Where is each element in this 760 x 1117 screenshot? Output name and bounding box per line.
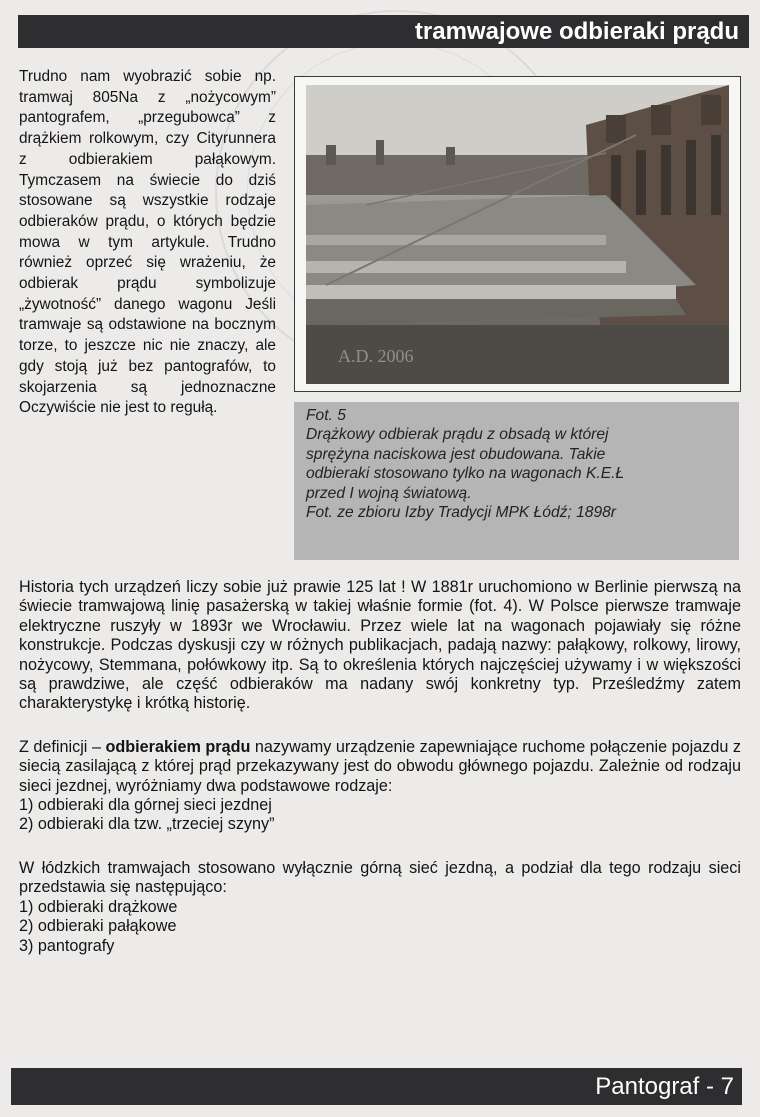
definition-text: nazywamy urządzenie zapewniające ruchome połączenie pojazdu z siecią zasilającą z której prąd przekazywany jest do obwodu głównego pojazdu. Zależnie od rodzaju sieci jezdnej, wyróżniamy dwa podstawowe rodzaje: [19,737,742,795]
footer-bar [11,1068,742,1105]
caption-line: Drążkowy odbierak prądu z obsadą w której [306,426,609,444]
caption-line: przed I wojną światową. [306,484,472,502]
photo-watermark-text: A.D. 2006 [338,346,414,366]
definition-term: odbierakiem prądu [105,737,251,756]
list-item: 2) odbieraki pałąkowe [19,917,177,936]
caption-line: Fot. ze zbioru Izby Tradycji MPK Łódź; 1898r [306,504,616,522]
photo-frame [294,76,741,392]
header-bar [18,15,749,48]
history-paragraph: Historia tych urządzeń liczy sobie już prawie 125 lat ! W 1881r uruchomiono w Berlinie pierwszą na świecie tramwajową linię pasażerską w takiej właśnie formie (fot. 4). W Polsce pierwsze tramwaje elektryczne ruszyły w 1893r we Wrocławiu. Przez wiele lat na wagonach pojawiały się różne konstrukcje. Podczas dyskusji czy w różnych publikacjach, padają nazwy: pałąkowy, rolkowy, lirowy, nożycowy, Stemmana, połówkowy itp. Są to określenia których najczęściej używamy i w większości są prawdziwe, ale część odbieraków ma nadany swój konkretny typ. Prześledźmy zatem charakterystykę i krótką historię. [19,578,741,713]
page-number: Pantograf - 7 [595,1073,734,1100]
list-item: 3) pantografy [19,936,115,955]
photo-caption [294,402,739,560]
list-item: 1) odbieraki dla górnej sieci jezdnej [19,796,272,815]
definition-paragraph [19,738,741,796]
caption-line: odbieraki stosowano tylko na wagonach K.E.Ł [306,465,625,483]
caption-line: Fot. 5 [306,407,346,424]
tram-photo [306,85,729,384]
division-paragraph: W łódzkich tramwajach stosowano wyłącznie górną sieć jezdną, a podział dla tego rodzaju sieci przedstawia się następująco: [19,858,741,897]
article-body [19,578,741,956]
list-item: 1) odbieraki drążkowe [19,897,178,916]
definition-intro: Z definicji – [19,737,106,756]
caption-line: sprężyna naciskowa jest obudowana. Takie [306,445,606,463]
intro-paragraph: Trudno nam wyobrazić sobie np. tramwaj 805Na z „nożycowym” pantografem, „przegubowca” z drążkiem rolkowym, czy Cityrunnera z odbierakiem pałąkowym. Tymczasem na świecie do dziś stosowane są wszystkie rodzaje odbieraków prądu, o których będzie mowa w tym artykule. Trudno również oprzeć się wrażeniu, że odbierak prądu symbolizuje „żywotność” danego wagonu Jeśli tramwaje są odstawione na bocznym torze, to jeszcze nic nie znaczy, ale gdy stoją już bez pantografów, to skojarzenia są jednoznaczne Oczywiście nie jest to regułą. [19,68,276,417]
page-title: tramwajowe odbieraki prądu [414,18,739,45]
list-item: 2) odbieraki dla tzw. „trzeciej szyny” [19,815,275,834]
tram-photo-drawing [306,85,729,384]
